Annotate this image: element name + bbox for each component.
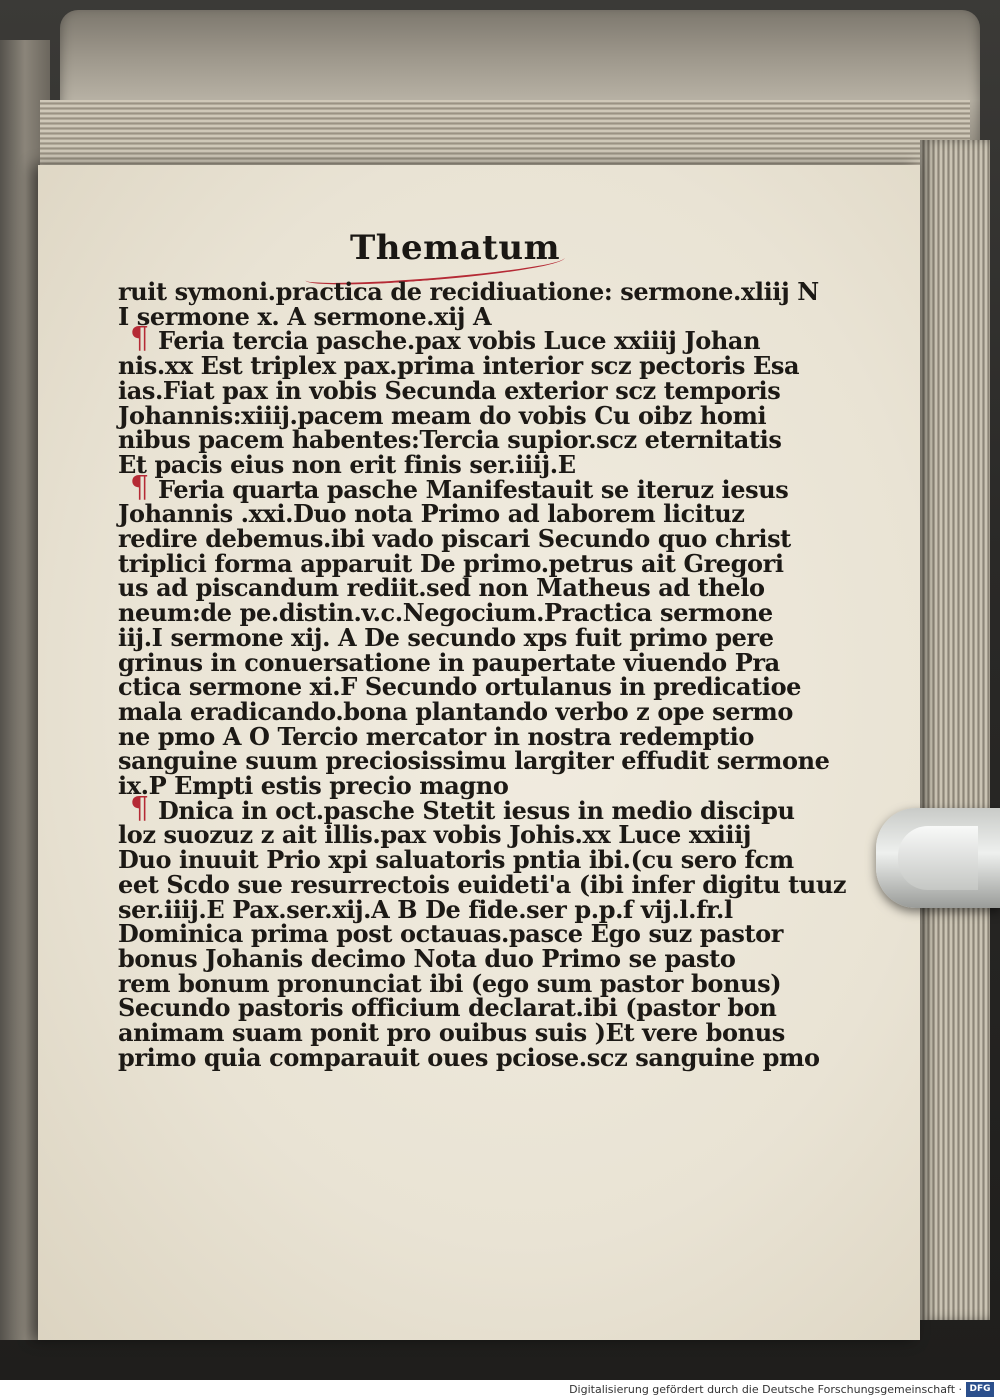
page-stack [40, 100, 970, 170]
page-fore-edge [920, 140, 990, 1320]
text-line-content: eet Scdo sue resurrectois euideti'a (ibi infer digitu tuuz [118, 869, 847, 899]
text-line-content: ctica sermone xi.F Secundo ortulanus in predicatioe [118, 672, 802, 702]
text-line-content: Secundo pastoris officium declarat.ibi (pastor bon [118, 993, 777, 1023]
text-line-content: ruit symoni.practica de recidiuatione: sermone.xliij N [118, 277, 819, 306]
text-line-content: Et pacis eius non erit finis ser.iiij.E [118, 449, 576, 479]
text-line-content: iij.I sermone xij. A De secundo xps fuit primo pere [118, 622, 774, 652]
dfg-logo: DFG [966, 1382, 994, 1397]
text-line-content: ix.P Empti estis precio magno [118, 771, 509, 801]
text-line-content: rem bonum pronunciat ibi (ego sum pastor bonus) [118, 968, 782, 998]
text-line-content: neum:de pe.distin.v.c.Negocium.Practica sermone [118, 598, 773, 628]
text-line-content: nis.xx Est triplex pax.prima interior scz pectoris Esa [118, 351, 800, 381]
rubric-paragraph-mark: ¶ [130, 790, 149, 826]
text-line-content: Dnica in oct.pasche Stetit iesus in medio discipu [158, 795, 795, 825]
text-line-content: Duo inuuit Prio xpi saluatoris pntia ibi.(cu sero fcm [118, 845, 794, 875]
text-line-content: grinus in conuersatione in paupertate viuendo Pra [118, 647, 780, 677]
page-clip [876, 808, 1000, 908]
running-head: Thematum [350, 228, 590, 268]
text-line [118, 469, 789, 505]
text-line [118, 790, 795, 826]
text-line-content: Johannis:xiiij.pacem meam do vobis Cu oibz homi [118, 400, 767, 430]
text-line-content: animam suam ponit pro ouibus suis )Et vere bonus [118, 1018, 785, 1048]
text-line [118, 321, 778, 357]
text-line-content: us ad piscandum rediit.sed non Matheus ad thelo [118, 573, 765, 603]
text-line-content: Dominica prima post octauas.pasce Ego suz pastor [118, 919, 783, 949]
text-line-content: Feria quarta pasche Manifestauit se iteruz iesus [158, 474, 789, 504]
text-line-content: ias.Fiat pax in vobis Secunda exterior scz temporis [118, 375, 781, 405]
text-line-content: primo quia comparauit oues pciose.scz sanguine pmo [118, 1042, 820, 1072]
text-line-content: loz suozuz z ait illis.pax vobis Johis.xx Luce xxiiij [118, 820, 752, 850]
text-line-content: mala eradicando.bona plantando verbo z ope sermo [118, 696, 793, 726]
text-line-content: Feria tercia pasche.pax vobis Luce xxiiij Johan [158, 326, 761, 356]
text-line-content: redire debemus.ibi vado piscari Secundo quo christ [118, 524, 791, 554]
footer-bar [0, 1380, 1000, 1400]
text-line-content: nibus pacem habentes:Tercia supior.scz eternitatis [118, 425, 782, 455]
text-line-content: sanguine suum preciosissimu largiter effudit sermone [118, 746, 830, 776]
text-line-content: Johannis .xxi.Duo nota Primo ad laborem licituz [118, 499, 745, 529]
rubric-paragraph-mark: ¶ [130, 321, 149, 357]
rubric-paragraph-mark: ¶ [130, 469, 149, 505]
text-line-content: bonus Johanis decimo Nota duo Primo se pasto [118, 943, 736, 973]
text-line-content: I sermone x. A sermone.xij A [118, 301, 492, 331]
footer-credit: Digitalisierung gefördert durch die Deutsche Forschungsgemeinschaft · [569, 1383, 962, 1396]
text-line-content: ser.iiij.E Pax.ser.xij.A B De fide.ser p.p.f vij.l.fr.l [118, 894, 733, 924]
text-line [118, 1042, 820, 1072]
text-line-content: triplici forma apparuit De primo.petrus ait Gregori [118, 548, 784, 578]
text-block [118, 277, 847, 1072]
text-line-content: ne pmo A O Tercio mercator in nostra redemptio [118, 721, 755, 751]
